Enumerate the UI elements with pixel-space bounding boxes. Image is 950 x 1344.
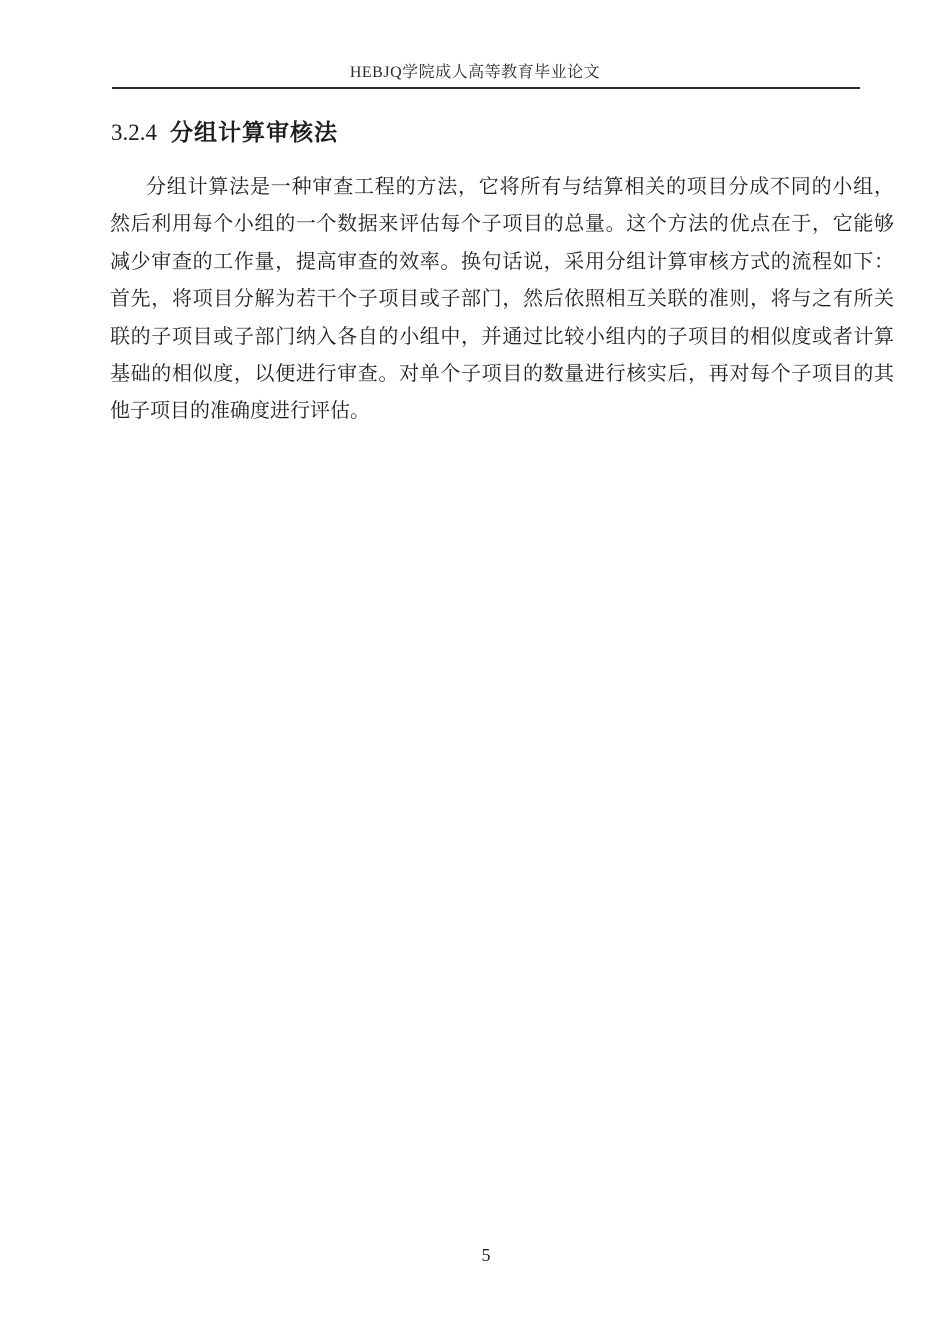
- page-number: 5: [481, 1245, 491, 1265]
- paragraph-line: 基础的相似度，以便进行审查。对单个子项目的数量进行核实后，再对每个子项目的其: [110, 362, 894, 385]
- section-number: 3.2.4: [111, 120, 157, 145]
- paragraph-line: 首先，将项目分解为若干个子项目或子部门，然后依照相互关联的准则，将与之有所关: [110, 288, 894, 311]
- section-title: 分组计算审核法: [170, 119, 338, 145]
- body-paragraph: [110, 169, 894, 431]
- paragraph-line: 然后利用每个小组的一个数据来评估每个子项目的总量。这个方法的优点在于，它能够: [110, 213, 894, 236]
- page-footer: [22, 1244, 950, 1266]
- page-header-title: HEBJQ学院成人高等教育毕业论文: [349, 64, 601, 81]
- paragraph-line: 联的子项目或子部门纳入各自的小组中，并通过比较小组内的子项目的相似度或者计算: [110, 325, 894, 348]
- paragraph-line: 分组计算法是一种审查工程的方法，它将所有与结算相关的项目分成不同的小组，: [146, 176, 894, 198]
- header-divider: [112, 87, 860, 89]
- paragraph-line: 他子项目的准确度进行评估。: [110, 400, 370, 423]
- section-heading: [111, 118, 338, 147]
- paragraph-line: 减少审查的工作量，提高审查的效率。换句话说，采用分组计算审核方式的流程如下：: [110, 250, 894, 273]
